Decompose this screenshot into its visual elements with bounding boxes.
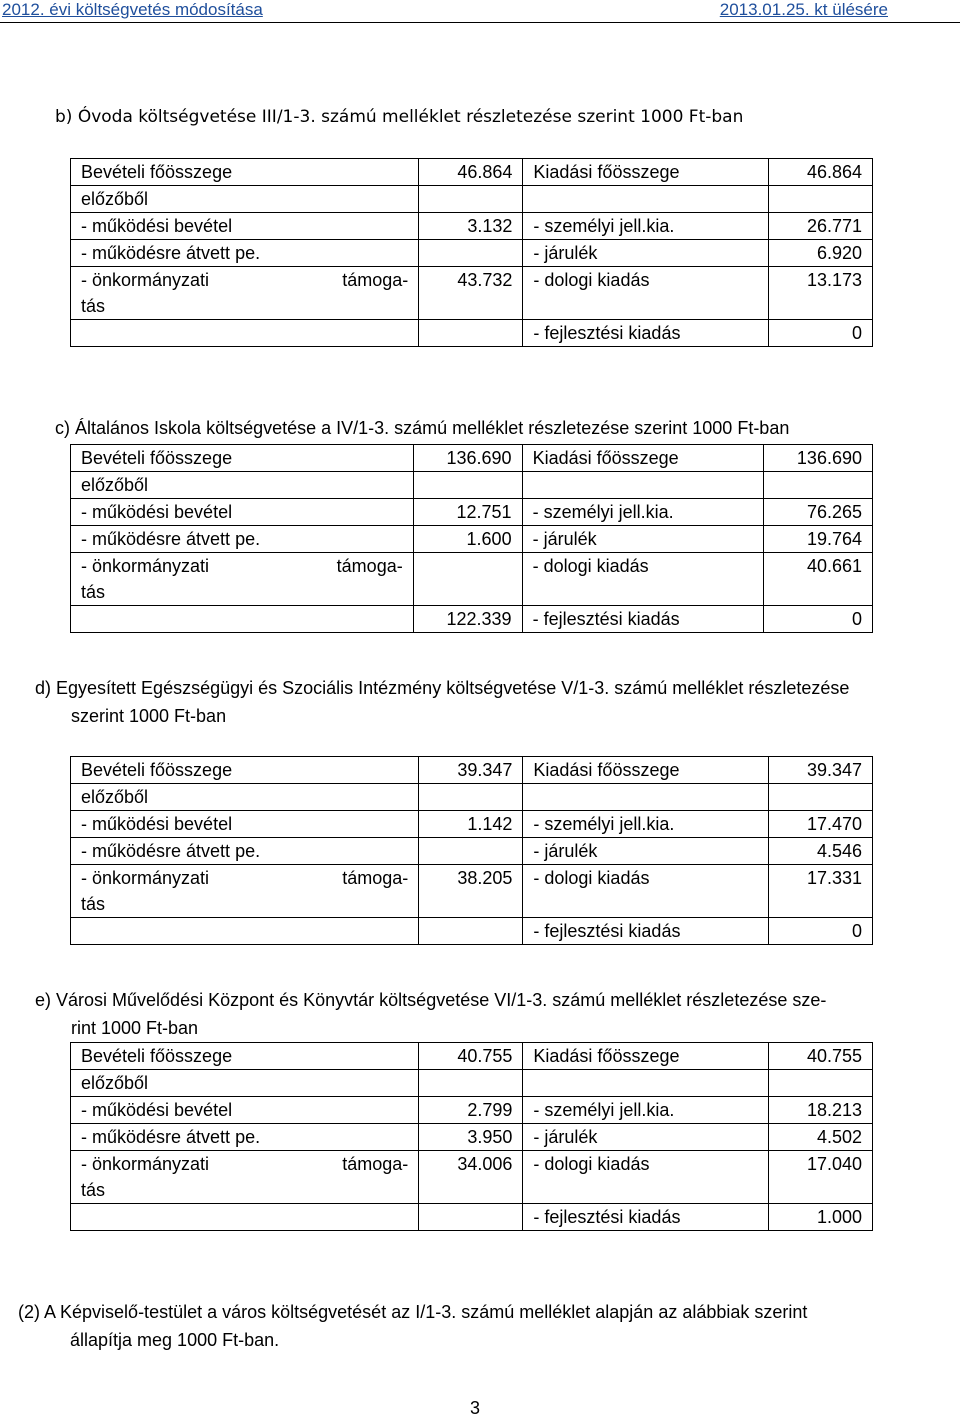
cell-label: - személyi jell.kia. bbox=[523, 811, 768, 838]
cell-label: Bevételi főösszege bbox=[71, 445, 414, 472]
cell-value: 40.755 bbox=[768, 1043, 872, 1070]
cell-value: 17.470 bbox=[768, 811, 872, 838]
cell-label: - dologi kiadás bbox=[523, 865, 768, 918]
section-e-table bbox=[70, 1042, 873, 1231]
heading-line: szerint 1000 Ft-ban bbox=[71, 706, 227, 726]
cell-value: 26.771 bbox=[768, 213, 872, 240]
table-row bbox=[71, 553, 873, 606]
cell-value: 2.799 bbox=[419, 1097, 523, 1124]
cell-value: 39.347 bbox=[768, 757, 872, 784]
cell-label: - fejlesztési kiadás bbox=[523, 918, 768, 945]
table-row bbox=[71, 320, 873, 347]
section-c-table bbox=[70, 444, 873, 633]
cell-label: - működésre átvett pe. bbox=[71, 526, 414, 553]
cell-value bbox=[419, 838, 523, 865]
cell-label: - működési bevétel bbox=[71, 213, 419, 240]
paragraph-line: (2) A Képviselő-testület a város költségvetését az I/1-3. számú melléklet alapján az alábbiak szerint bbox=[18, 1302, 808, 1322]
section-b-heading: b) Óvoda költségvetése III/1-3. számú melléklet részletezése szerint 1000 Ft-ban bbox=[55, 107, 744, 127]
cell-value: 0 bbox=[768, 320, 872, 347]
cell-label bbox=[71, 606, 414, 633]
cell-value: 3.132 bbox=[419, 213, 523, 240]
cell-label: Kiadási főösszege bbox=[522, 445, 764, 472]
cell-value: 1.600 bbox=[413, 526, 522, 553]
cell-value: 6.920 bbox=[768, 240, 872, 267]
label-part: tás bbox=[81, 582, 106, 602]
paragraph-line: állapítja meg 1000 Ft-ban. bbox=[70, 1330, 280, 1350]
cell-label: - személyi jell.kia. bbox=[523, 1097, 768, 1124]
header-meeting-date[interactable]: 2013.01.25. kt ülésére bbox=[719, 0, 888, 19]
cell-value: 19.764 bbox=[764, 526, 873, 553]
page-header bbox=[0, 0, 960, 23]
cell-label: - dologi kiadás bbox=[523, 1151, 768, 1204]
table-row bbox=[71, 838, 873, 865]
table-row bbox=[71, 784, 873, 811]
cell-label bbox=[71, 1204, 419, 1231]
cell-label: - járulék bbox=[522, 526, 764, 553]
label-part: tás bbox=[81, 296, 106, 316]
cell-label: - működésre átvett pe. bbox=[71, 240, 419, 267]
cell-label: - személyi jell.kia. bbox=[522, 499, 764, 526]
cell-label bbox=[71, 865, 419, 918]
table-row bbox=[71, 526, 873, 553]
label-part: - önkormányzati bbox=[81, 556, 210, 576]
cell-label bbox=[522, 472, 764, 499]
label-part: támoga- bbox=[336, 556, 403, 576]
cell-label: - járulék bbox=[523, 240, 768, 267]
cell-value: 136.690 bbox=[413, 445, 522, 472]
cell-value: 38.205 bbox=[419, 865, 523, 918]
cell-label: - dologi kiadás bbox=[523, 267, 768, 320]
cell-value: 46.864 bbox=[768, 159, 872, 186]
cell-label: Bevételi főösszege bbox=[71, 159, 419, 186]
cell-label: - dologi kiadás bbox=[522, 553, 764, 606]
cell-label: Kiadási főösszege bbox=[523, 1043, 768, 1070]
cell-label: - működési bevétel bbox=[71, 499, 414, 526]
table-row bbox=[71, 918, 873, 945]
cell-value: 76.265 bbox=[764, 499, 873, 526]
cell-label bbox=[523, 784, 768, 811]
paragraph-2 bbox=[18, 1298, 958, 1354]
cell-value: 13.173 bbox=[768, 267, 872, 320]
table-row bbox=[71, 267, 873, 320]
label-part: - önkormányzati bbox=[81, 270, 210, 290]
cell-label: előzőből bbox=[71, 784, 419, 811]
cell-value bbox=[419, 918, 523, 945]
heading-line: d) Egyesített Egészségügyi és Szociális Intézmény költségvetése V/1-3. számú melléklet részletezése bbox=[35, 678, 850, 698]
cell-label: Kiadási főösszege bbox=[523, 159, 768, 186]
cell-label bbox=[523, 186, 768, 213]
cell-label bbox=[71, 1151, 419, 1204]
cell-label: Bevételi főösszege bbox=[71, 757, 419, 784]
cell-label: - működési bevétel bbox=[71, 811, 419, 838]
cell-value: 4.546 bbox=[768, 838, 872, 865]
cell-value bbox=[419, 1204, 523, 1231]
label-part: - önkormányzati bbox=[81, 1154, 210, 1174]
cell-label: előzőből bbox=[71, 186, 419, 213]
table-row bbox=[71, 159, 873, 186]
cell-label bbox=[523, 1070, 768, 1097]
cell-label: - járulék bbox=[523, 838, 768, 865]
table-row bbox=[71, 1070, 873, 1097]
cell-label: előzőből bbox=[71, 472, 414, 499]
table-row bbox=[71, 1043, 873, 1070]
table-row bbox=[71, 1097, 873, 1124]
cell-value: 12.751 bbox=[413, 499, 522, 526]
cell-label: - járulék bbox=[523, 1124, 768, 1151]
table-row bbox=[71, 606, 873, 633]
cell-value: 43.732 bbox=[419, 267, 523, 320]
cell-label: - fejlesztési kiadás bbox=[523, 320, 768, 347]
cell-value: 3.950 bbox=[419, 1124, 523, 1151]
cell-label: - fejlesztési kiadás bbox=[523, 1204, 768, 1231]
cell-value: 0 bbox=[764, 606, 873, 633]
cell-value: 34.006 bbox=[419, 1151, 523, 1204]
table-row bbox=[71, 1151, 873, 1204]
cell-value: 0 bbox=[768, 918, 872, 945]
header-document-title[interactable]: 2012. évi költségvetés módosítása bbox=[2, 0, 263, 19]
cell-value: 4.502 bbox=[768, 1124, 872, 1151]
cell-value: 1.142 bbox=[419, 811, 523, 838]
label-part: támoga- bbox=[342, 868, 409, 888]
table-row bbox=[71, 240, 873, 267]
table-row bbox=[71, 811, 873, 838]
cell-value: 17.040 bbox=[768, 1151, 872, 1204]
cell-value: 40.661 bbox=[764, 553, 873, 606]
cell-value: 136.690 bbox=[764, 445, 873, 472]
page-number: 3 bbox=[470, 1398, 481, 1418]
cell-label: - működésre átvett pe. bbox=[71, 838, 419, 865]
cell-value bbox=[419, 1070, 523, 1097]
cell-value bbox=[419, 320, 523, 347]
section-b-table bbox=[70, 158, 873, 347]
cell-value: 17.331 bbox=[768, 865, 872, 918]
table-row bbox=[71, 213, 873, 240]
cell-value bbox=[768, 784, 872, 811]
section-e-heading bbox=[35, 986, 960, 1042]
table-row bbox=[71, 186, 873, 213]
table-row bbox=[71, 865, 873, 918]
label-part: tás bbox=[81, 894, 106, 914]
cell-label bbox=[71, 267, 419, 320]
cell-label: - személyi jell.kia. bbox=[523, 213, 768, 240]
cell-value bbox=[419, 784, 523, 811]
section-d-heading bbox=[35, 674, 960, 730]
section-c-heading: c) Általános Iskola költségvetése a IV/1-3. számú melléklet részletezése szerint 1000 Ft-ban bbox=[55, 418, 790, 438]
cell-value bbox=[768, 186, 872, 213]
heading-line: rint 1000 Ft-ban bbox=[71, 1018, 199, 1038]
cell-label: - működési bevétel bbox=[71, 1097, 419, 1124]
section-d-table bbox=[70, 756, 873, 945]
table-row bbox=[71, 472, 873, 499]
cell-label: - fejlesztési kiadás bbox=[522, 606, 764, 633]
table-row bbox=[71, 1204, 873, 1231]
cell-value bbox=[419, 186, 523, 213]
cell-value bbox=[419, 240, 523, 267]
cell-value: 39.347 bbox=[419, 757, 523, 784]
cell-label: Kiadási főösszege bbox=[523, 757, 768, 784]
cell-value: 1.000 bbox=[768, 1204, 872, 1231]
label-part: támoga- bbox=[342, 270, 409, 290]
label-part: tás bbox=[81, 1180, 106, 1200]
cell-label: Bevételi főösszege bbox=[71, 1043, 419, 1070]
cell-label bbox=[71, 918, 419, 945]
table-row bbox=[71, 1124, 873, 1151]
cell-value bbox=[764, 472, 873, 499]
cell-value: 18.213 bbox=[768, 1097, 872, 1124]
heading-line: e) Városi Művelődési Központ és Könyvtár költségvetése VI/1-3. számú melléklet részletezése sze- bbox=[35, 990, 827, 1010]
table-row bbox=[71, 499, 873, 526]
cell-value bbox=[413, 553, 522, 606]
cell-value bbox=[768, 1070, 872, 1097]
cell-label: - működésre átvett pe. bbox=[71, 1124, 419, 1151]
cell-value: 122.339 bbox=[413, 606, 522, 633]
cell-label: előzőből bbox=[71, 1070, 419, 1097]
label-part: - önkormányzati bbox=[81, 868, 210, 888]
cell-label bbox=[71, 320, 419, 347]
cell-value: 46.864 bbox=[419, 159, 523, 186]
cell-value bbox=[413, 472, 522, 499]
label-part: támoga- bbox=[342, 1154, 409, 1174]
table-row bbox=[71, 757, 873, 784]
cell-label bbox=[71, 553, 414, 606]
cell-value: 40.755 bbox=[419, 1043, 523, 1070]
table-row bbox=[71, 445, 873, 472]
